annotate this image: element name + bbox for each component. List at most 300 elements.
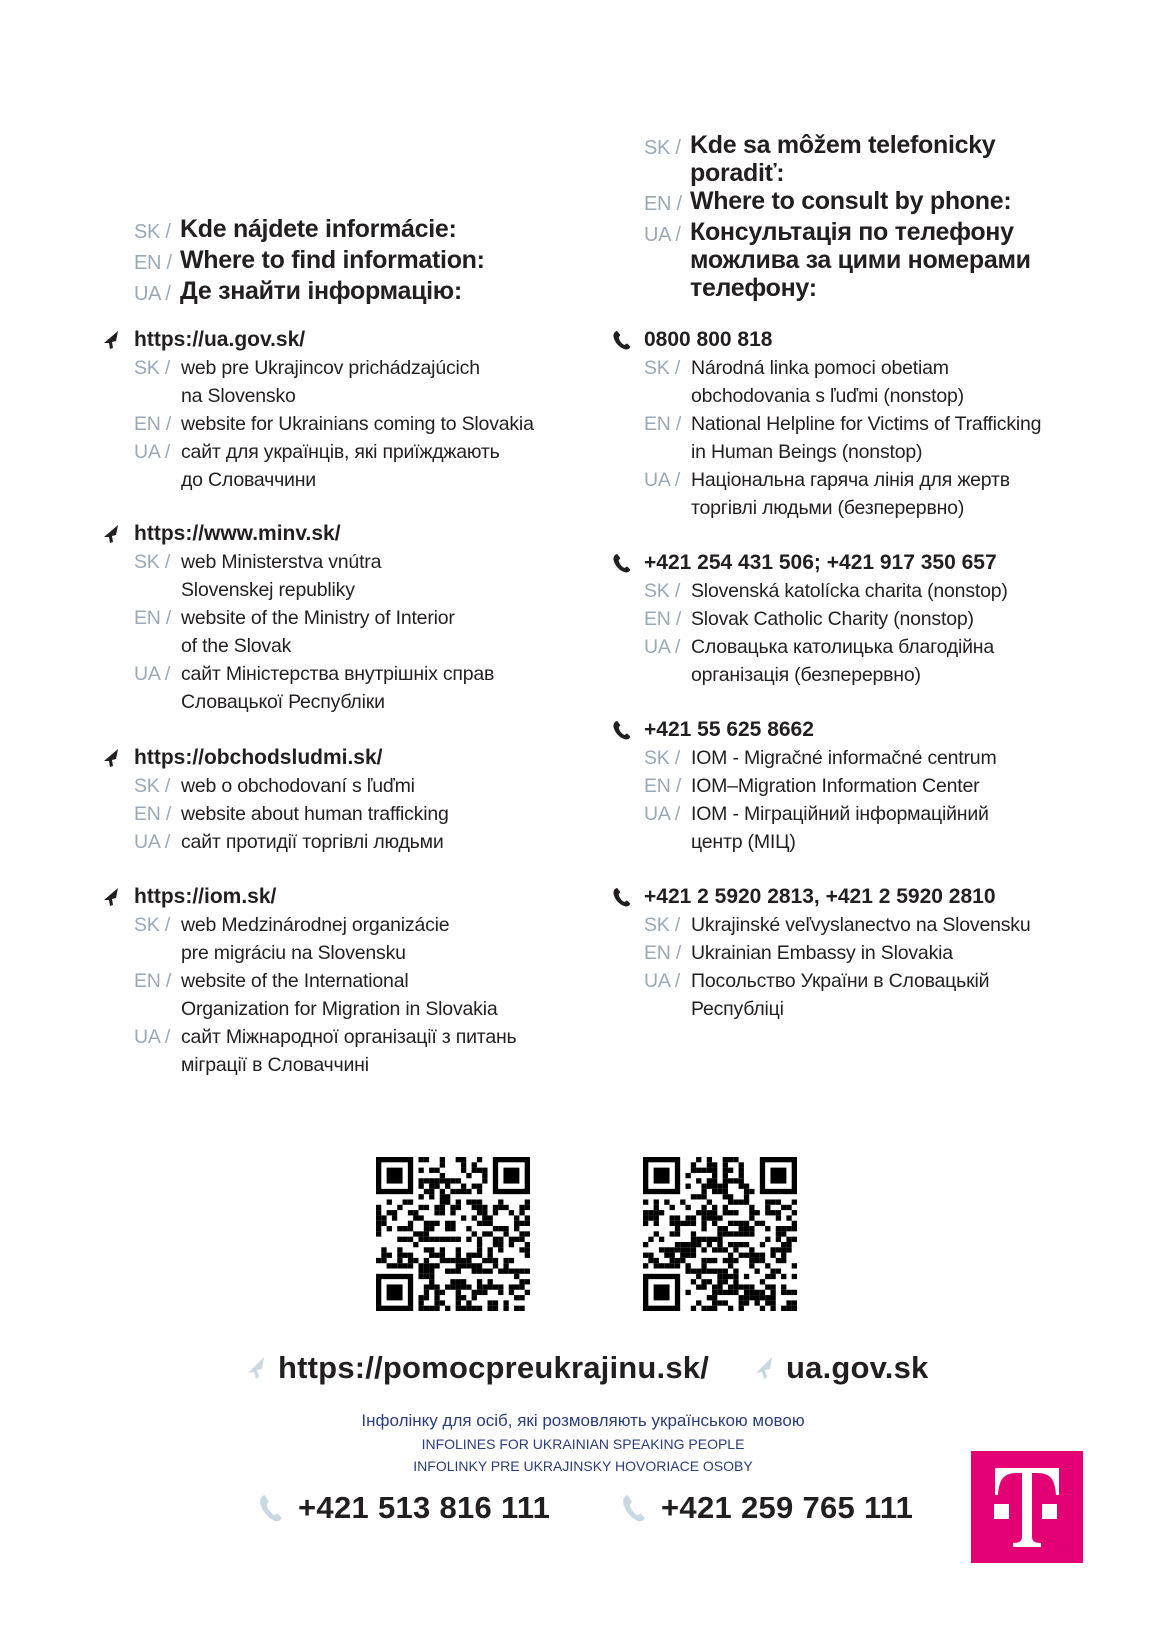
qr-module	[514, 1237, 519, 1242]
description-text: Словацька католицька благодійна	[691, 636, 995, 658]
qr-code-pomocpreukrajinu[interactable]	[376, 1157, 530, 1311]
qr-module	[733, 1279, 738, 1284]
qr-module	[776, 1231, 781, 1236]
qr-module	[397, 1253, 402, 1258]
qr-module	[488, 1231, 493, 1236]
website-link[interactable]	[102, 883, 604, 911]
lang-label: UA /	[134, 1026, 171, 1048]
heading-text: Де знайти інформацію:	[180, 277, 462, 305]
t-logo-icon	[971, 1451, 1083, 1563]
qr-module	[755, 1269, 760, 1274]
qr-module	[488, 1300, 493, 1305]
qr-module	[503, 1300, 508, 1305]
qr-module	[728, 1178, 733, 1183]
qr-module	[792, 1210, 797, 1215]
qr-module	[488, 1284, 493, 1289]
qr-module	[461, 1162, 466, 1167]
qr-module	[445, 1184, 450, 1189]
qr-module	[450, 1284, 455, 1289]
heading-row-en	[134, 246, 485, 277]
qr-module	[770, 1168, 786, 1184]
qr-module	[413, 1215, 418, 1220]
qr-module	[445, 1194, 450, 1199]
qr-module	[466, 1284, 471, 1289]
qr-module	[659, 1247, 664, 1252]
qr-module	[707, 1215, 712, 1220]
qr-module	[450, 1205, 455, 1210]
qr-module	[519, 1205, 524, 1210]
cursor-arrow-icon	[752, 1355, 776, 1381]
qr-module	[781, 1290, 786, 1295]
qr-module	[786, 1205, 791, 1210]
qr-module	[749, 1210, 754, 1215]
qr-module	[701, 1258, 706, 1263]
description-text: na Slovensko	[181, 385, 296, 407]
qr-module	[733, 1157, 738, 1162]
qr-module	[701, 1210, 706, 1215]
qr-module	[643, 1210, 648, 1215]
qr-module	[707, 1162, 712, 1167]
qr-module	[733, 1231, 738, 1236]
qr-module	[675, 1242, 680, 1247]
qr-module	[739, 1300, 744, 1305]
phone-icon	[612, 552, 644, 574]
qr-module	[696, 1237, 701, 1242]
qr-module	[728, 1284, 733, 1289]
qr-module	[493, 1242, 498, 1247]
description-text: website for Ukrainians coming to Slovakia	[181, 413, 534, 435]
phone-number[interactable]: +421 259 765 111	[661, 1490, 914, 1525]
qr-module	[445, 1284, 450, 1289]
qr-module	[744, 1295, 749, 1300]
url-text[interactable]: https://www.minv.sk/	[134, 522, 341, 545]
description-text: pre migráciu na Slovensku	[181, 942, 406, 964]
description-row-sk	[644, 744, 1114, 772]
qr-module	[418, 1205, 423, 1210]
qr-module	[440, 1253, 445, 1258]
qr-module	[429, 1284, 434, 1289]
qr-module	[744, 1221, 749, 1226]
qr-module	[728, 1221, 733, 1226]
qr-module	[376, 1231, 381, 1236]
qr-module	[707, 1178, 712, 1183]
qr-module	[643, 1215, 648, 1220]
qr-module	[498, 1269, 503, 1274]
qr-module	[744, 1274, 749, 1279]
qr-module	[514, 1215, 519, 1220]
qr-module	[680, 1199, 685, 1204]
qr-module	[717, 1237, 722, 1242]
heading-row-sk	[644, 131, 1031, 187]
website-link[interactable]	[102, 520, 604, 548]
qr-module	[424, 1221, 429, 1226]
qr-module	[482, 1173, 487, 1178]
qr-module	[525, 1269, 530, 1274]
qr-module	[776, 1247, 781, 1252]
qr-module	[445, 1306, 450, 1311]
infoline-ua-text: Інфолінку для осіб, які розмовляють українською мовою	[361, 1411, 805, 1430]
heading-row-ua	[134, 277, 485, 308]
qr-module	[717, 1274, 722, 1279]
qr-module	[466, 1258, 471, 1263]
qr-module	[418, 1269, 423, 1274]
qr-module	[525, 1253, 530, 1258]
qr-module	[675, 1231, 680, 1236]
description-text: сайт Міжнародної організації з питань	[181, 1026, 517, 1048]
qr-module	[749, 1284, 754, 1289]
qr-module	[429, 1168, 434, 1173]
qr-module	[643, 1199, 648, 1204]
qr-module	[413, 1242, 418, 1247]
qr-module	[477, 1189, 482, 1194]
qr-module	[739, 1226, 744, 1231]
qr-module	[408, 1226, 413, 1231]
qr-module	[707, 1242, 712, 1247]
qr-module	[707, 1237, 712, 1242]
qr-module	[503, 1168, 519, 1184]
qr-module	[488, 1221, 493, 1226]
heading-text: Kde sa môžem telefonicky	[690, 131, 996, 159]
qr-module	[456, 1258, 461, 1263]
qr-module	[707, 1269, 712, 1274]
lang-label: SK /	[134, 914, 171, 936]
qr-module	[498, 1242, 503, 1247]
qr-module	[770, 1300, 775, 1305]
qr-module	[472, 1199, 477, 1204]
qr-module	[770, 1247, 775, 1252]
qr-module	[728, 1263, 733, 1268]
qr-module	[670, 1215, 675, 1220]
description-row-ua	[134, 828, 604, 856]
qr-module	[429, 1269, 434, 1274]
qr-module	[477, 1210, 482, 1215]
qr-module	[685, 1269, 690, 1274]
qr-module	[493, 1306, 498, 1311]
qr-module	[440, 1157, 445, 1162]
qr-module	[424, 1226, 429, 1231]
qr-module	[749, 1290, 754, 1295]
heading-text: Where to find information:	[180, 246, 485, 274]
qr-module	[723, 1258, 728, 1263]
qr-module	[755, 1210, 760, 1215]
phone-number[interactable]	[612, 326, 1114, 354]
qr-module	[424, 1290, 429, 1295]
qr-module	[503, 1205, 508, 1210]
qr-module	[712, 1173, 717, 1178]
qr-module	[424, 1237, 429, 1242]
description-row-sk	[644, 354, 1114, 410]
qr-module	[723, 1300, 728, 1305]
qr-module	[781, 1242, 786, 1247]
description-row-en	[134, 800, 604, 828]
qr-module	[680, 1253, 685, 1258]
qr-module	[519, 1284, 524, 1289]
qr-module	[712, 1221, 717, 1226]
qr-module	[770, 1290, 775, 1295]
qr-module	[456, 1295, 461, 1300]
qr-module	[434, 1178, 439, 1183]
qr-module	[408, 1237, 413, 1242]
qr-module	[712, 1290, 717, 1295]
description-row-sk	[134, 548, 604, 604]
qr-module	[403, 1237, 408, 1242]
description-text: Ukrajinské veľvyslanectvo na Slovensku	[691, 914, 1031, 936]
qr-module	[445, 1258, 450, 1263]
qr-module	[675, 1221, 680, 1226]
qr-module	[493, 1284, 498, 1289]
qr-module	[749, 1247, 754, 1252]
lang-label: UA /	[134, 441, 171, 463]
qr-module	[440, 1237, 445, 1242]
qr-module	[477, 1221, 482, 1226]
phone-number[interactable]: +421 513 816 111	[298, 1490, 551, 1525]
qr-module	[733, 1210, 738, 1215]
qr-module	[466, 1300, 471, 1305]
qr-module	[461, 1306, 466, 1311]
description-row-en	[644, 772, 1114, 800]
url-text[interactable]: ua.gov.sk	[786, 1350, 929, 1385]
qr-module	[509, 1290, 514, 1295]
qr-module	[760, 1221, 765, 1226]
qr-module	[712, 1215, 717, 1220]
qr-module	[717, 1215, 722, 1220]
qr-module	[387, 1226, 392, 1231]
phone-number[interactable]	[612, 716, 1114, 744]
phone-entry	[644, 549, 1114, 689]
qr-module	[424, 1269, 429, 1274]
qr-module	[792, 1300, 797, 1305]
qr-module	[519, 1269, 524, 1274]
infoline-phone-1[interactable]	[258, 1490, 550, 1526]
website-link[interactable]	[102, 744, 604, 772]
lang-label: EN /	[134, 413, 172, 435]
qr-module	[792, 1237, 797, 1242]
qr-module	[670, 1221, 675, 1226]
qr-module	[691, 1194, 696, 1199]
qr-module	[723, 1162, 728, 1167]
number-text[interactable]: +421 254 431 506; +421 917 350 657	[644, 551, 997, 574]
qr-module	[514, 1226, 519, 1231]
phone-number[interactable]	[612, 883, 1114, 911]
qr-module	[477, 1284, 482, 1289]
qr-module	[728, 1290, 733, 1295]
qr-module	[387, 1263, 392, 1268]
qr-module	[376, 1205, 381, 1210]
number-text[interactable]: 0800 800 818	[644, 328, 773, 351]
qr-module	[472, 1205, 477, 1210]
qr-module	[728, 1274, 733, 1279]
qr-module	[648, 1258, 653, 1263]
qr-module	[461, 1279, 466, 1284]
qr-module	[488, 1306, 493, 1311]
footer-url-1[interactable]	[244, 1350, 709, 1386]
qr-module	[445, 1269, 450, 1274]
qr-module	[770, 1295, 775, 1300]
qr-module	[749, 1258, 754, 1263]
description-row-ua	[644, 967, 1114, 1023]
qr-module	[429, 1247, 434, 1252]
qr-module	[691, 1306, 696, 1311]
qr-module	[659, 1237, 664, 1242]
qr-module	[739, 1306, 744, 1311]
qr-module	[450, 1210, 455, 1215]
qr-module	[770, 1284, 775, 1289]
qr-module	[786, 1242, 791, 1247]
qr-module	[456, 1300, 461, 1305]
qr-module	[760, 1279, 765, 1284]
qr-module	[707, 1157, 712, 1162]
qr-module	[424, 1157, 429, 1162]
qr-module	[424, 1258, 429, 1263]
infoline-phone-2[interactable]	[621, 1490, 913, 1526]
qr-module	[381, 1215, 386, 1220]
qr-module	[696, 1194, 701, 1199]
qr-module	[781, 1274, 786, 1279]
description-text: web o obchodovaní s ľuďmi	[181, 775, 415, 797]
qr-module	[654, 1231, 659, 1236]
qr-module	[723, 1274, 728, 1279]
qr-module	[739, 1199, 744, 1204]
qr-module	[728, 1210, 733, 1215]
qr-module	[466, 1199, 471, 1204]
qr-module	[509, 1284, 514, 1289]
qr-module	[691, 1237, 696, 1242]
qr-module	[781, 1247, 786, 1252]
qr-module	[488, 1279, 493, 1284]
qr-module	[733, 1258, 738, 1263]
qr-module	[525, 1242, 530, 1247]
qr-module	[434, 1168, 439, 1173]
qr-module	[776, 1210, 781, 1215]
qr-module	[450, 1178, 455, 1183]
lang-label: SK /	[134, 551, 171, 573]
qr-module	[786, 1237, 791, 1242]
qr-module	[765, 1263, 770, 1268]
qr-module	[466, 1263, 471, 1268]
url-text[interactable]: https://ua.gov.sk/	[134, 328, 306, 351]
qr-module	[786, 1306, 791, 1311]
qr-module	[466, 1173, 471, 1178]
qr-module	[728, 1253, 733, 1258]
qr-module	[739, 1253, 744, 1258]
qr-module	[712, 1162, 717, 1167]
qr-module	[482, 1178, 487, 1183]
qr-module	[429, 1274, 434, 1279]
number-text[interactable]: +421 2 5920 2813, +421 2 5920 2810	[644, 885, 996, 908]
qr-module	[418, 1237, 423, 1242]
qr-module	[418, 1295, 423, 1300]
qr-module	[717, 1242, 722, 1247]
qr-module	[648, 1237, 653, 1242]
url-text[interactable]: https://iom.sk/	[134, 885, 277, 908]
qr-module	[744, 1189, 749, 1194]
qr-module	[685, 1253, 690, 1258]
qr-module	[408, 1263, 413, 1268]
qr-module	[493, 1205, 498, 1210]
description-text: website of the International	[181, 970, 409, 992]
qr-module	[707, 1295, 712, 1300]
url-text[interactable]: https://pomocpreukrajinu.sk/	[278, 1350, 710, 1385]
qr-module	[429, 1253, 434, 1258]
lang-label: EN /	[644, 775, 682, 797]
qr-module	[776, 1226, 781, 1231]
qr-module	[434, 1284, 439, 1289]
lang-label: UA /	[134, 663, 171, 685]
description-row-ua	[644, 633, 1114, 689]
qr-module	[424, 1295, 429, 1300]
qr-module	[461, 1157, 466, 1162]
qr-module	[712, 1258, 717, 1263]
qr-module	[429, 1237, 434, 1242]
description-text: Národná linka pomoci obetiam	[691, 357, 949, 379]
qr-module	[456, 1263, 461, 1268]
phone-icon	[612, 886, 644, 908]
qr-module	[482, 1231, 487, 1236]
qr-module	[429, 1306, 434, 1311]
qr-module	[733, 1284, 738, 1289]
qr-module	[712, 1284, 717, 1289]
qr-module	[461, 1168, 466, 1173]
cursor-arrow-icon	[102, 330, 134, 350]
description-row-en	[134, 604, 604, 660]
qr-module	[765, 1205, 770, 1210]
qr-module	[381, 1253, 386, 1258]
qr-module	[440, 1173, 445, 1178]
qr-module	[434, 1221, 439, 1226]
qr-module	[445, 1226, 450, 1231]
website-link[interactable]	[102, 326, 604, 354]
qr-module	[466, 1226, 471, 1231]
qr-module	[519, 1210, 524, 1215]
qr-module	[509, 1242, 514, 1247]
qr-module	[525, 1205, 530, 1210]
qr-module	[786, 1247, 791, 1252]
qr-module	[424, 1231, 429, 1236]
qr-module	[525, 1247, 530, 1252]
url-text[interactable]: https://obchodsludmi.sk/	[134, 746, 383, 769]
qr-module	[691, 1162, 696, 1167]
qr-module	[429, 1189, 434, 1194]
qr-module	[429, 1279, 434, 1284]
description-text: website about human trafficking	[181, 803, 449, 825]
qr-module	[456, 1279, 461, 1284]
qr-module	[723, 1157, 728, 1162]
qr-module	[376, 1215, 381, 1220]
qr-module	[440, 1205, 445, 1210]
qr-module	[498, 1237, 503, 1242]
qr-module	[387, 1168, 403, 1184]
qr-module	[466, 1253, 471, 1258]
qr-module	[792, 1306, 797, 1311]
qr-module	[654, 1221, 659, 1226]
description-row-ua	[134, 660, 604, 716]
description-row-sk	[134, 354, 604, 410]
footer-url-2[interactable]	[752, 1350, 929, 1386]
lang-label: EN /	[644, 193, 682, 215]
qr-code-ua-gov[interactable]	[643, 1157, 797, 1311]
qr-module	[744, 1199, 749, 1204]
qr-module	[712, 1184, 717, 1189]
qr-module	[749, 1231, 754, 1236]
qr-module	[770, 1253, 775, 1258]
qr-module	[477, 1263, 482, 1268]
description-text: сайт протидії торгівлі людьми	[181, 831, 444, 853]
qr-module	[450, 1221, 455, 1226]
number-text[interactable]: +421 55 625 8662	[644, 718, 814, 741]
phone-number[interactable]	[612, 549, 1114, 577]
qr-module	[461, 1189, 466, 1194]
qr-module	[472, 1263, 477, 1268]
